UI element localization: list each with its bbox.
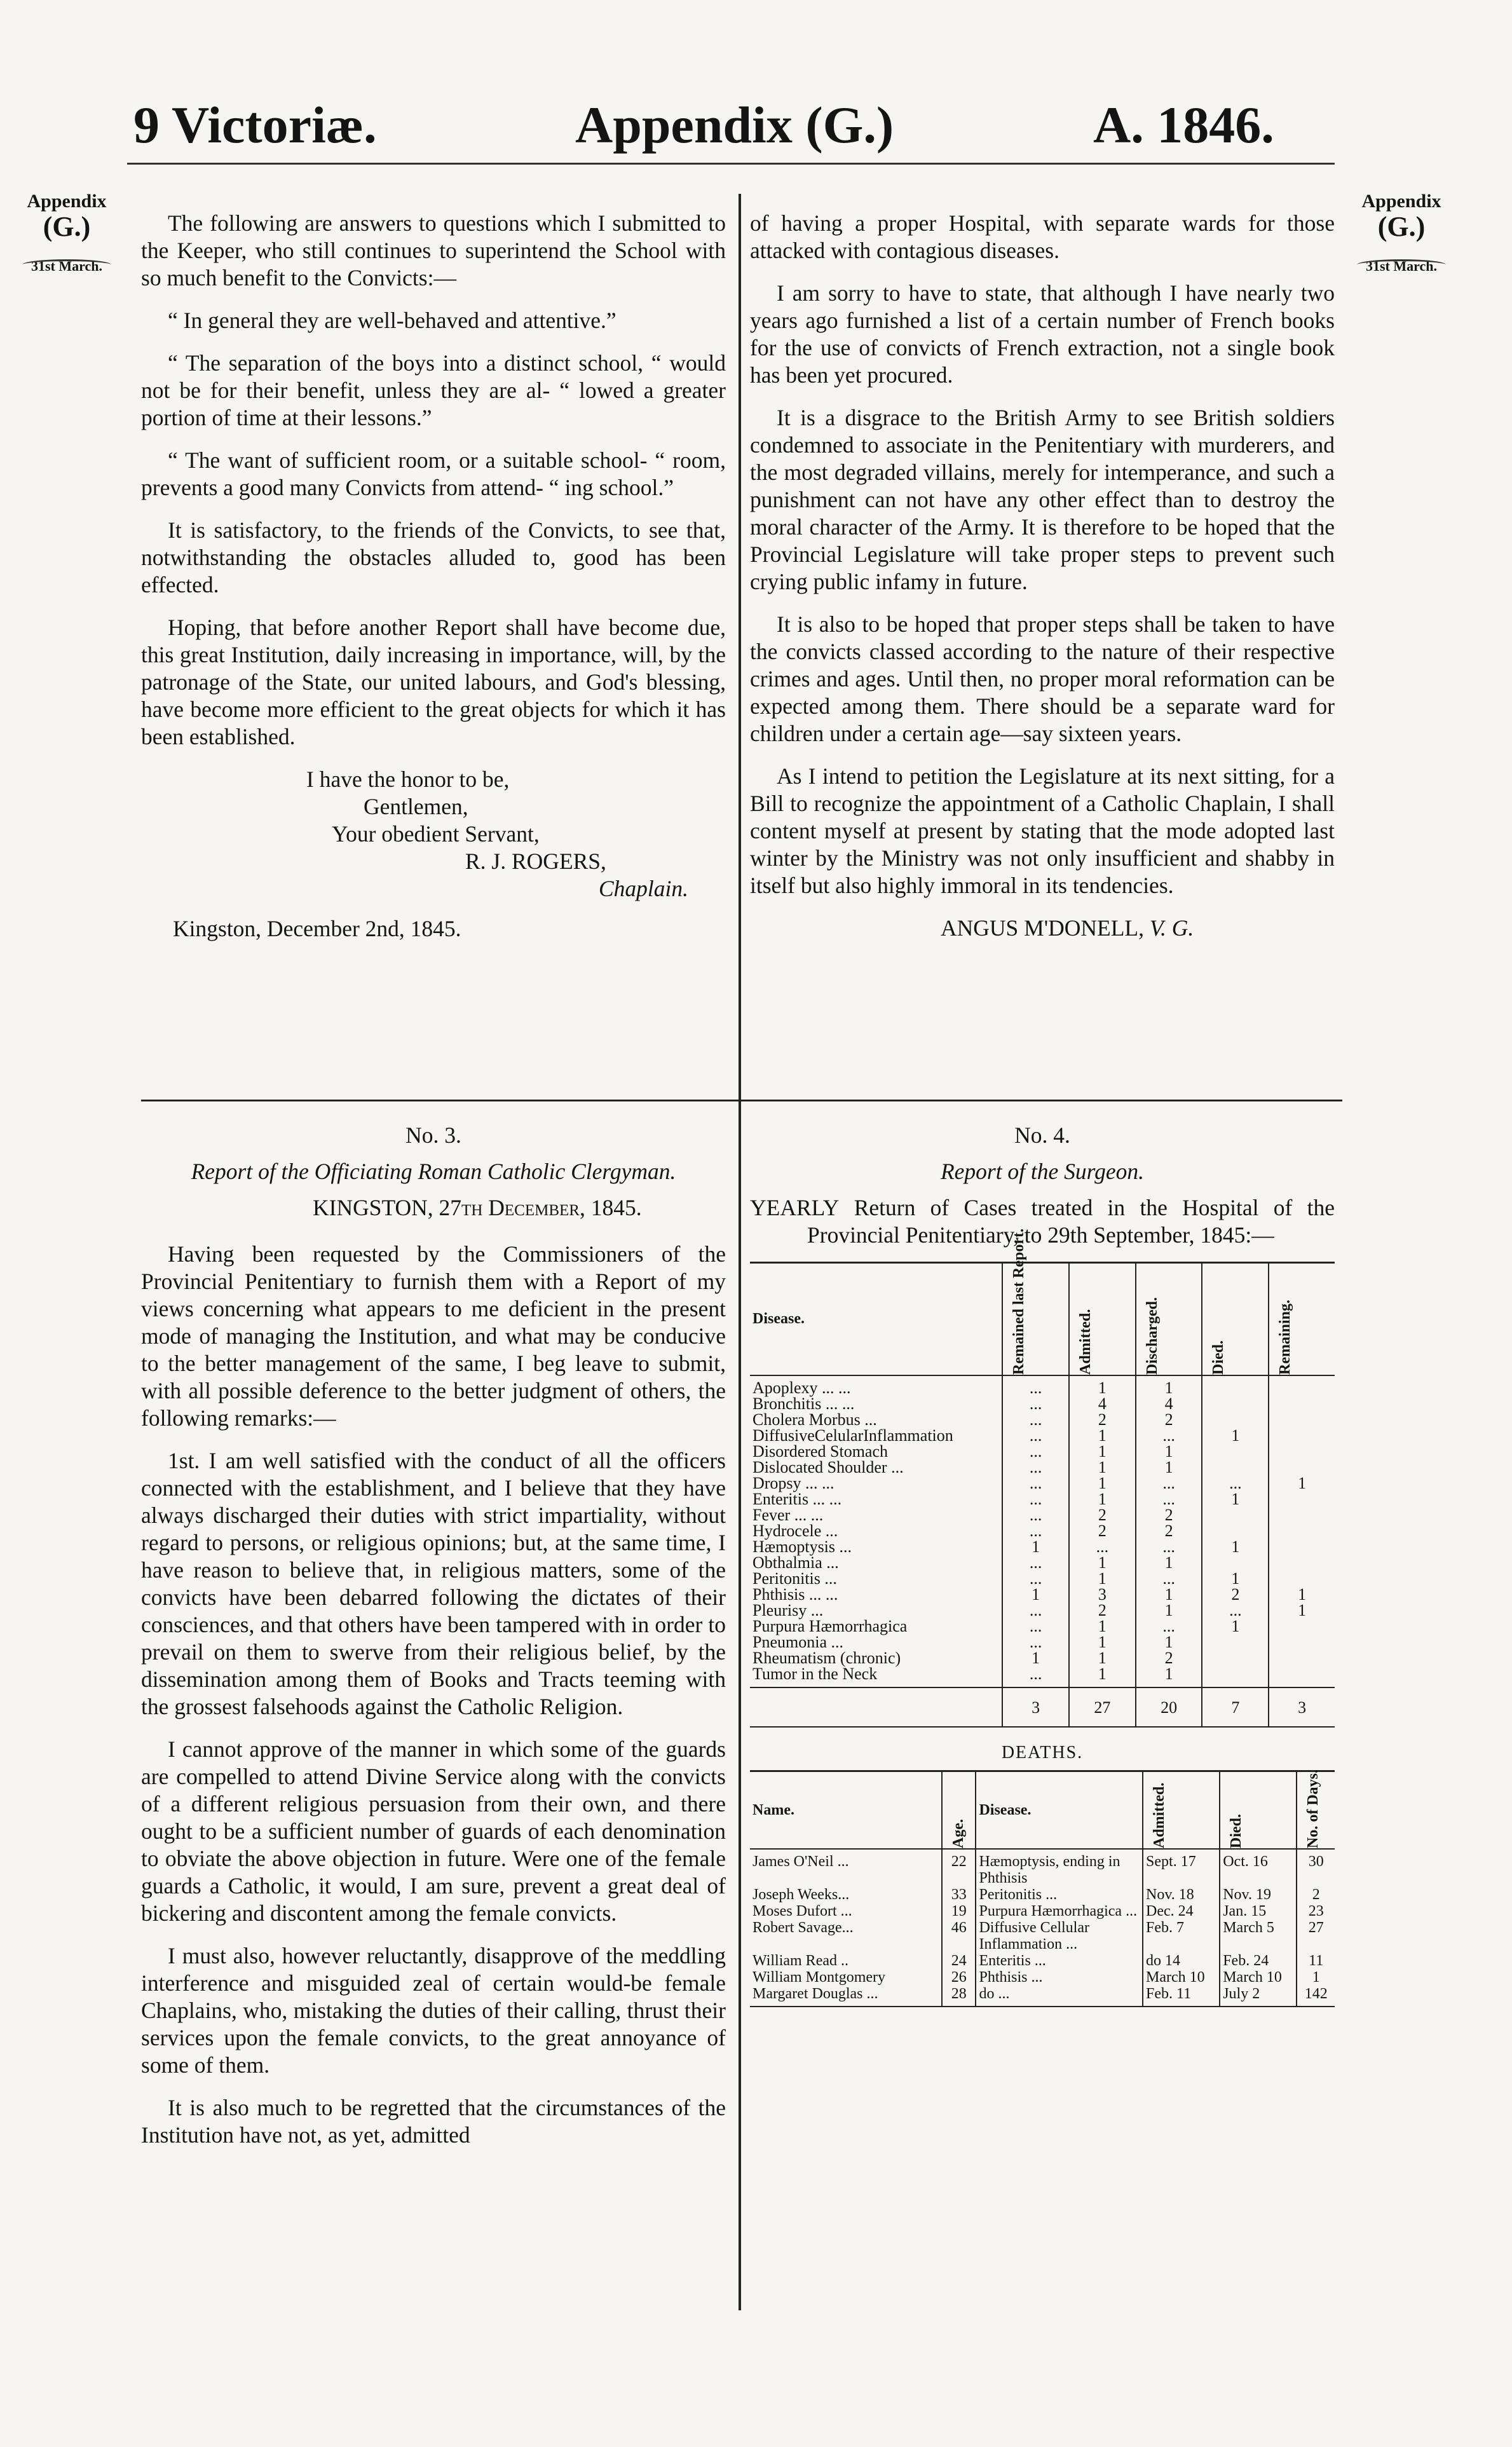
report-number: No. 4. bbox=[1014, 1122, 1070, 1148]
dateline: KINGSTON, 27th December, 1845. bbox=[313, 1195, 642, 1220]
table-cell bbox=[1269, 1523, 1335, 1539]
table-cell: ... bbox=[1202, 1602, 1269, 1618]
table-cell: 2 bbox=[1136, 1412, 1202, 1428]
table-cell: 1 bbox=[1202, 1428, 1269, 1443]
table-cell bbox=[942, 2002, 976, 2007]
table-cell: 1 bbox=[1002, 1650, 1069, 1666]
closing-line: Your obedient Servant, bbox=[332, 821, 540, 847]
table-cell: do 14 bbox=[1143, 1953, 1220, 1969]
table-cell bbox=[1202, 1375, 1269, 1396]
table-cell: 7 bbox=[1202, 1687, 1269, 1727]
table-header-row bbox=[750, 1263, 1335, 1376]
table-row bbox=[750, 1886, 1335, 1903]
column-header: Died. bbox=[1220, 1771, 1297, 1850]
table-row bbox=[750, 1650, 1335, 1666]
paragraph: of having a proper Hospital, with separate wards for those attacked with contagious diseases. bbox=[750, 210, 1335, 263]
table-cell: 1 bbox=[1136, 1586, 1202, 1602]
closing-line: Gentlemen, bbox=[364, 794, 468, 819]
signature-suffix: V. G. bbox=[1149, 915, 1194, 941]
table-cell bbox=[1202, 1555, 1269, 1571]
margin-tag-date: 31st March. bbox=[1365, 258, 1438, 274]
table-cell bbox=[1269, 1428, 1335, 1443]
table-cell: 1 bbox=[1136, 1555, 1202, 1571]
margin-tag-right bbox=[1341, 191, 1462, 275]
table-cell: William Montgomery bbox=[753, 1969, 886, 1986]
chaplain-report-end bbox=[141, 210, 726, 943]
table-row bbox=[750, 1443, 1335, 1459]
table-cell: 30 bbox=[1297, 1849, 1335, 1886]
column-header: Age. bbox=[942, 1771, 976, 1850]
table-row bbox=[750, 1507, 1335, 1523]
table-cell: 24 bbox=[942, 1953, 976, 1969]
table-cell: Peritonitis ... bbox=[753, 1569, 837, 1588]
paragraph: I must also, however reluctantly, disapprove of the meddling interference and misguided zeal of certain would-be female Chaplains, who, mistaking the duties of their calling, thrust their services upon the female convicts, to the great annoyance of some of them. bbox=[141, 1943, 726, 2078]
place-date: Kingston, December 2nd, 1845. bbox=[173, 916, 461, 941]
report-no-4 bbox=[750, 1122, 1335, 2007]
table-cell: Feb. 7 bbox=[1143, 1919, 1220, 1953]
table-cell bbox=[1202, 1634, 1269, 1650]
table-cell: Disordered Stomach bbox=[753, 1442, 889, 1461]
table-header-row bbox=[750, 1771, 1335, 1850]
brace-mark bbox=[22, 259, 111, 270]
table-row bbox=[750, 1986, 1335, 2002]
table-cell: 1 bbox=[1297, 1969, 1335, 1986]
report-title: Report of the Surgeon. bbox=[940, 1159, 1145, 1184]
closing-line: I have the honor to be, bbox=[306, 767, 510, 792]
table-cell: Moses Dufort ... bbox=[753, 1903, 852, 1919]
table-cell bbox=[1202, 1459, 1269, 1475]
table-cell: ... bbox=[1002, 1412, 1069, 1428]
table-cell: 1 bbox=[1202, 1539, 1269, 1555]
table-cell: Phthisis ... bbox=[976, 1969, 1143, 1986]
table-cell: 1 bbox=[1136, 1602, 1202, 1618]
table-intro-text: Return of Cases treated in the Hospital of the Provincial Penitentiary, to 29th September, 1845:— bbox=[807, 1195, 1335, 1248]
table-row bbox=[750, 1849, 1335, 1886]
table-cell: Peritonitis ... bbox=[976, 1886, 1143, 1903]
table-row bbox=[750, 1475, 1335, 1491]
section-divider bbox=[141, 1100, 1342, 1101]
table-cell: July 2 bbox=[1220, 1986, 1297, 2002]
table-cell: 2 bbox=[1202, 1586, 1269, 1602]
margin-tag-label: Appendix bbox=[27, 191, 107, 212]
table-cell bbox=[1202, 1412, 1269, 1428]
table-cell: 1 bbox=[1202, 1491, 1269, 1507]
table-cell: ... bbox=[1069, 1539, 1136, 1555]
table-cell: ... bbox=[1002, 1491, 1069, 1507]
table-cell: 1 bbox=[1069, 1475, 1136, 1491]
table-cell: ... bbox=[1002, 1602, 1069, 1618]
margin-tag-label: Appendix bbox=[1361, 191, 1441, 212]
table-cell: Joseph Weeks... bbox=[753, 1886, 850, 1903]
table-cell: Jan. 15 bbox=[1220, 1903, 1297, 1919]
table-cell: 11 bbox=[1297, 1953, 1335, 1969]
table-cell bbox=[1269, 1634, 1335, 1650]
table-cell: Feb. 24 bbox=[1220, 1953, 1297, 1969]
table-cell: 27 bbox=[1069, 1687, 1136, 1727]
table-row bbox=[750, 1953, 1335, 1969]
table-intro-lead: YEARLY bbox=[750, 1195, 840, 1220]
table-cell bbox=[1269, 1666, 1335, 1682]
margin-tag-date: 31st March. bbox=[31, 258, 103, 274]
table-cell: Enteritis ... bbox=[976, 1953, 1143, 1969]
table-cell: 1 bbox=[1136, 1459, 1202, 1475]
table-cell bbox=[1269, 1650, 1335, 1666]
table-cell: 1 bbox=[1136, 1443, 1202, 1459]
paragraph: Hoping, that before another Report shall have become due, this great Institution, daily increasing in importance, will, by the patronage of the State, our united labours, and God's blessing, have become more efficient to the great objects for which it has been established. bbox=[141, 615, 726, 749]
table-intro bbox=[750, 1194, 1335, 1249]
paragraph: Having been requested by the Commissioners of the Provincial Penitentiary to furnish them with a Report of my views concerning what appears to me deficient in the present mode of managing the Institution, and what may be conducive to the better management of the same, I beg leave to submit, with all possible deference to the better judgment of others, the following remarks:— bbox=[141, 1241, 726, 1431]
table-cell bbox=[1269, 1412, 1335, 1428]
table-cell: Hæmoptysis ... bbox=[753, 1537, 852, 1556]
table-cell: 2 bbox=[1136, 1650, 1202, 1666]
table-row bbox=[750, 1618, 1335, 1634]
deaths-title: DEATHS. bbox=[1001, 1743, 1084, 1762]
column-header: Disease. bbox=[976, 1771, 1143, 1850]
table-cell: 1 bbox=[1136, 1666, 1202, 1682]
table-cell: 2 bbox=[1136, 1507, 1202, 1523]
table-cell: 1 bbox=[1069, 1571, 1136, 1586]
table-cell bbox=[1269, 1618, 1335, 1634]
paragraph: I am sorry to have to state, that although I have nearly two years ago furnished a list of a certain number of French books for the use of convicts of French extraction, not a single book has been yet procured. bbox=[750, 280, 1335, 388]
table-cell bbox=[750, 2002, 942, 2007]
table-cell: ... bbox=[1136, 1618, 1202, 1634]
table-cell: ... bbox=[1136, 1475, 1202, 1491]
table-cell: 23 bbox=[1297, 1903, 1335, 1919]
table-cell bbox=[1269, 1539, 1335, 1555]
table-cell: ... bbox=[1002, 1507, 1069, 1523]
table-cell: Fever ... ... bbox=[753, 1506, 824, 1524]
table-cell: 1 bbox=[1002, 1586, 1069, 1602]
table-cell: Pleurisy ... bbox=[753, 1601, 824, 1619]
table-cell: 1 bbox=[1136, 1634, 1202, 1650]
table-cell bbox=[1269, 1682, 1335, 1687]
table-cell bbox=[976, 2002, 1143, 2007]
table-cell: March 10 bbox=[1220, 1969, 1297, 1986]
paragraph: It is satisfactory, to the friends of the Convicts, to see that, notwithstanding the obstacles alluded to, good has been effected. bbox=[141, 517, 726, 597]
table-cell: 1 bbox=[1069, 1634, 1136, 1650]
table-cell: 1 bbox=[1069, 1650, 1136, 1666]
closing-block bbox=[141, 766, 726, 943]
header-session: 9 Victoriæ. bbox=[133, 96, 377, 154]
table-cell: 1 bbox=[1069, 1618, 1136, 1634]
report-no-3 bbox=[141, 1122, 726, 2164]
table-cell: Enteritis ... ... bbox=[753, 1490, 842, 1508]
table-cell: do ... bbox=[976, 1986, 1143, 2002]
table-row bbox=[750, 1523, 1335, 1539]
table-cell bbox=[1220, 2002, 1297, 2007]
table-cell: 27 bbox=[1297, 1919, 1335, 1953]
table-cell: 28 bbox=[942, 1986, 976, 2002]
table-cell: ... bbox=[1002, 1666, 1069, 1682]
table-cell: 2 bbox=[1069, 1507, 1136, 1523]
table-row bbox=[750, 1903, 1335, 1919]
table-cell bbox=[1269, 1459, 1335, 1475]
table-cell bbox=[1143, 2002, 1220, 2007]
table-cell: 2 bbox=[1069, 1602, 1136, 1618]
margin-tag-letter: (G.) bbox=[43, 211, 91, 242]
table-cell bbox=[750, 1687, 1002, 1727]
table-cell: Feb. 11 bbox=[1143, 1986, 1220, 2002]
table-cell: 1 bbox=[1269, 1475, 1335, 1491]
table-cell: ... bbox=[1136, 1539, 1202, 1555]
quote: “ The separation of the boys into a distinct school, “ would not be for their benefit, unless they are al- “ lowed a greater portion of time at their lessons.” bbox=[141, 350, 726, 430]
table-cell: 3 bbox=[1069, 1586, 1136, 1602]
column-header: Died. bbox=[1202, 1263, 1269, 1376]
report-number: No. 3. bbox=[405, 1122, 461, 1148]
table-cell: 1 bbox=[1069, 1491, 1136, 1507]
table-cell: Sept. 17 bbox=[1143, 1849, 1220, 1886]
table-cell: 20 bbox=[1136, 1687, 1202, 1727]
table-cell: 1 bbox=[1069, 1375, 1136, 1396]
table-cell: 19 bbox=[942, 1903, 976, 1919]
table-cell: ... bbox=[1002, 1443, 1069, 1459]
table-row bbox=[750, 1666, 1335, 1682]
table-cell: ... bbox=[1002, 1375, 1069, 1396]
table-row bbox=[750, 1555, 1335, 1571]
table-cell bbox=[1297, 2002, 1335, 2007]
column-header: Discharged. bbox=[1136, 1263, 1202, 1376]
table-cell bbox=[1202, 1443, 1269, 1459]
table-cell: ... bbox=[1002, 1459, 1069, 1475]
table-cell: Dropsy ... ... bbox=[753, 1474, 834, 1492]
table-cell bbox=[1202, 1523, 1269, 1539]
table-cell: ... bbox=[1002, 1523, 1069, 1539]
table-cell: William Read .. bbox=[753, 1953, 848, 1969]
table-cell: 22 bbox=[942, 1849, 976, 1886]
paragraph: I cannot approve of the manner in which some of the guards are compelled to attend Divine Service along with the convicts of a different religious persuasion from their own, and there ought to be a sufficient number of guards of each denomination to obviate the above objection in future. Were one of the female guards a Catholic, it would, I am sure, prevent a great deal of bickering and discontent among the female convicts. bbox=[141, 1736, 726, 1926]
table-cell: Nov. 19 bbox=[1220, 1886, 1297, 1903]
table-padding-row bbox=[750, 2002, 1335, 2007]
table-cell bbox=[1269, 1396, 1335, 1412]
paragraph: As I intend to petition the Legislature at its next sitting, for a Bill to recognize the appointment of a Catholic Chaplain, I shall content myself at present by stating that the mode adopted last winter by the Ministry was not only insufficient and shabby in itself but also highly immoral in its tendencies. bbox=[750, 763, 1335, 898]
table-cell: 1 bbox=[1069, 1666, 1136, 1682]
table-cell: ... bbox=[1002, 1396, 1069, 1412]
table-cell: ... bbox=[1136, 1491, 1202, 1507]
table-cell: 1 bbox=[1069, 1443, 1136, 1459]
cases-body bbox=[750, 1375, 1335, 1687]
table-cell bbox=[1202, 1666, 1269, 1682]
table-cell bbox=[1202, 1650, 1269, 1666]
table-cell: Pneumonia ... bbox=[753, 1633, 843, 1651]
table-cell: ... bbox=[1136, 1428, 1202, 1443]
cases-table bbox=[750, 1229, 1335, 1728]
table-row bbox=[750, 1586, 1335, 1602]
margin-tag-left bbox=[6, 191, 127, 275]
column-header: Name. bbox=[753, 1801, 794, 1818]
header-appendix: Appendix (G.) bbox=[575, 96, 894, 154]
table-cell: March 5 bbox=[1220, 1919, 1297, 1953]
signature-title: Chaplain. bbox=[599, 876, 689, 901]
table-cell: 1 bbox=[1269, 1586, 1335, 1602]
table-cell: 2 bbox=[1069, 1412, 1136, 1428]
table-cell bbox=[1269, 1571, 1335, 1586]
table-row bbox=[750, 1375, 1335, 1396]
table-row bbox=[750, 1412, 1335, 1428]
table-cell: ... bbox=[1002, 1634, 1069, 1650]
table-cell: 1 bbox=[1069, 1459, 1136, 1475]
table-cell: Hydrocele ... bbox=[753, 1522, 838, 1540]
column-header: No. of Days. bbox=[1297, 1771, 1335, 1850]
table-cell bbox=[1202, 1396, 1269, 1412]
report-title: Report of the Officiating Roman Catholic Clergyman. bbox=[191, 1159, 676, 1184]
header-rule bbox=[127, 163, 1335, 165]
table-row bbox=[750, 1428, 1335, 1443]
totals-row bbox=[750, 1687, 1335, 1727]
table-cell: Hæmoptysis, ending in Phthisis bbox=[976, 1849, 1143, 1886]
paragraph: 1st. I am well satisfied with the conduct of all the officers connected with the establishment, and I believe that they have always discharged their duties with strict impartiality, without regard to persons, or religious opinions; but, at the same time, I have reason to believe that, in religious matters, some of the convicts have been debarred following the dictates of their consciences, and that others have been tampered with in order to prevail on them to swerve from their religious belief, by the dissemination among them of Books and Tracts teeming with the grossest falsehoods against the Catholic Religion. bbox=[141, 1448, 726, 1719]
table-cell: 33 bbox=[942, 1886, 976, 1903]
table-cell bbox=[1269, 1443, 1335, 1459]
signature-block bbox=[750, 915, 1335, 942]
table-row bbox=[750, 1602, 1335, 1618]
table-cell: Dec. 24 bbox=[1143, 1903, 1220, 1919]
table-cell: 2 bbox=[1136, 1523, 1202, 1539]
table-cell: 2 bbox=[1069, 1523, 1136, 1539]
column-divider bbox=[739, 194, 741, 2310]
table-cell: ... bbox=[1202, 1475, 1269, 1491]
table-cell: 4 bbox=[1136, 1396, 1202, 1412]
paragraph: The following are answers to questions which I submitted to the Keeper, who still continues to superintend the School with so much benefit to the Convicts:— bbox=[141, 210, 726, 290]
column-header: Remaining. bbox=[1269, 1263, 1335, 1376]
table-cell: Rheumatism (chronic) bbox=[753, 1649, 901, 1667]
deaths-table bbox=[750, 1770, 1335, 2007]
signature-name: ANGUS M'DONELL, bbox=[941, 915, 1144, 941]
table-row bbox=[750, 1491, 1335, 1507]
table-cell: Margaret Douglas ... bbox=[753, 1986, 878, 2002]
table-cell: ... bbox=[1002, 1475, 1069, 1491]
paragraph: It is a disgrace to the British Army to see British soldiers condemned to associate in the Penitentiary with murderers, and the most degraded villains, merely for intemperance, and such a punishment can not have any other effect than to destroy the moral character of the Army. It is therefore to be hoped that the Provincial Legislature will take proper steps to prevent such crying public infamy in future. bbox=[750, 405, 1335, 594]
table-row bbox=[750, 1919, 1335, 1953]
table-cell: 26 bbox=[942, 1969, 976, 1986]
table-cell: ... bbox=[1002, 1618, 1069, 1634]
table-cell bbox=[1269, 1491, 1335, 1507]
table-cell: Phthisis ... ... bbox=[753, 1585, 838, 1604]
table-cell: 1 bbox=[1269, 1602, 1335, 1618]
table-cell: 4 bbox=[1069, 1396, 1136, 1412]
mcdonell-letter-end bbox=[750, 210, 1335, 942]
table-row bbox=[750, 1459, 1335, 1475]
table-cell: Diffusive Cellular Inflammation ... bbox=[976, 1919, 1143, 1953]
margin-tag-letter: (G.) bbox=[1377, 211, 1426, 242]
table-cell bbox=[1269, 1375, 1335, 1396]
brace-mark bbox=[1357, 259, 1446, 270]
table-cell: 46 bbox=[942, 1919, 976, 1953]
table-row bbox=[750, 1571, 1335, 1586]
table-cell: 142 bbox=[1297, 1986, 1335, 2002]
table-row bbox=[750, 1539, 1335, 1555]
signature-name: R. J. ROGERS, bbox=[465, 849, 606, 874]
table-cell: 1 bbox=[1136, 1375, 1202, 1396]
table-cell: Apoplexy ... ... bbox=[753, 1379, 851, 1397]
table-cell: Robert Savage... bbox=[753, 1919, 854, 1936]
column-header: Remained last Report. bbox=[1002, 1263, 1069, 1376]
table-cell: Purpura Hæmorrhagica bbox=[753, 1617, 908, 1635]
table-cell: ... bbox=[1136, 1571, 1202, 1586]
header-year: A. 1846. bbox=[1093, 96, 1274, 154]
table-cell: ... bbox=[1002, 1571, 1069, 1586]
quote: “ In general they are well-behaved and attentive.” bbox=[168, 308, 616, 333]
table-cell: 1 bbox=[1069, 1428, 1136, 1443]
table-row bbox=[750, 1634, 1335, 1650]
paragraph: It is also to be hoped that proper steps shall be taken to have the convicts classed according to the nature of their respective crimes and ages. Until then, no proper moral reformation can be expected among them. There should be a separate ward for children under a certain age—say sixteen years. bbox=[750, 611, 1335, 746]
column-header: Admitted. bbox=[1143, 1771, 1220, 1850]
column-header: Disease. bbox=[753, 1311, 805, 1327]
table-cell: Nov. 18 bbox=[1143, 1886, 1220, 1903]
table-cell: Oct. 16 bbox=[1220, 1849, 1297, 1886]
table-cell: Purpura Hæmorrhagica ... bbox=[976, 1903, 1143, 1919]
table-cell: ... bbox=[1002, 1555, 1069, 1571]
table-cell: Tumor in the Neck bbox=[753, 1665, 878, 1683]
paragraph: It is also much to be regretted that the circumstances of the Institution have not, as yet, admitted bbox=[141, 2095, 726, 2148]
table-row bbox=[750, 1969, 1335, 1986]
table-cell: 1 bbox=[1002, 1539, 1069, 1555]
table-cell bbox=[1269, 1507, 1335, 1523]
table-cell: ... bbox=[1002, 1428, 1069, 1443]
table-cell bbox=[1202, 1682, 1269, 1687]
table-cell: Bronchitis ... ... bbox=[753, 1394, 855, 1413]
table-cell: Cholera Morbus ... bbox=[753, 1410, 877, 1429]
table-cell bbox=[1269, 1555, 1335, 1571]
quote: “ The want of sufficient room, or a suitable school- “ room, prevents a good many Convicts from attend- “ ing school.” bbox=[141, 447, 726, 500]
table-cell: Obthalmia ... bbox=[753, 1553, 839, 1572]
table-cell: Dislocated Shoulder ... bbox=[753, 1458, 904, 1476]
deaths-body bbox=[750, 1849, 1335, 2007]
table-cell: James O'Neil ... bbox=[753, 1853, 849, 1870]
table-cell: 2 bbox=[1297, 1886, 1335, 1903]
table-cell: 1 bbox=[1202, 1571, 1269, 1586]
table-cell: 1 bbox=[1202, 1618, 1269, 1634]
table-cell: 3 bbox=[1269, 1687, 1335, 1727]
table-cell bbox=[1202, 1507, 1269, 1523]
table-cell: DiffusiveCelularInflammation bbox=[753, 1426, 953, 1445]
table-cell: March 10 bbox=[1143, 1969, 1220, 1986]
table-cell: 3 bbox=[1002, 1687, 1069, 1727]
table-row bbox=[750, 1396, 1335, 1412]
table-cell: 1 bbox=[1069, 1555, 1136, 1571]
column-header: Admitted. bbox=[1069, 1263, 1136, 1376]
